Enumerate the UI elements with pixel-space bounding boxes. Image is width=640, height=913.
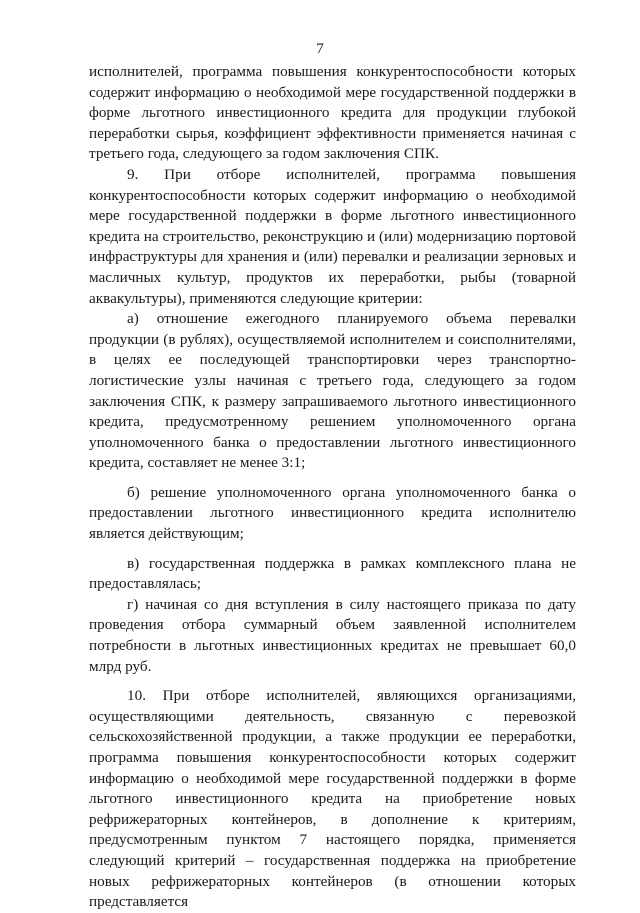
paragraph-item-9-g: г) начиная со дня вступления в силу настоящего приказа по дату проведения отбора суммарный объем заявленной исполнителем потребности в льготных инвестиционных кредитах не превышает 60,0 млрд руб. bbox=[89, 595, 576, 675]
document-body bbox=[89, 62, 576, 913]
paragraph-item-9-b: б) решение уполномоченного органа уполномоченного банка о предоставлении льготного инвестиционного кредита исполнителю является действующим; bbox=[89, 483, 576, 543]
paragraph-item-9: 9. При отборе исполнителей, программа повышения конкурентоспособности которых содержит информацию о необходимой мере государственной поддержки в форме льготного инвестиционного кредита на строительство, реконструкцию и (или) модернизацию портовой инфраструктуры для хранения и (или) перевалки и реализации зерновых и масличных культур, продуктов их переработки, рыбы (товарной аквакультуры), применяются следующие критерии: bbox=[89, 165, 576, 307]
paragraph-continuation: исполнителей, программа повышения конкурентоспособности которых содержит информацию о необходимой мере государственной поддержки в форме льготного инвестиционного кредита для продукции глубокой переработки сырья, коэффициент эффективности применяется начиная с третьего года, следующего за годом заключения СПК. bbox=[89, 63, 576, 163]
paragraph-item-9-v: в) государственная поддержка в рамках комплексного плана не предоставлялась; bbox=[89, 554, 576, 593]
page-number: 7 bbox=[316, 41, 324, 57]
paragraph-item-10: 10. При отборе исполнителей, являющихся организациями, осуществляющими деятельность, связанную с перевозкой сельскохозяйственной продукции, а также продукции ее переработки, программа повышения конкурентоспособности которых содержит информацию о необходимой мере государственной поддержки в форме льготного инвестиционного кредита на приобретение новых рефрижераторных контейнеров, в дополнение к критериям, предусмотренным пунктом 7 настоящего порядка, применяется следующий критерий – государственная поддержка на приобретение новых рефрижераторных контейнеров (в отношении которых представляется bbox=[89, 687, 576, 911]
paragraph-item-9-a: а) отношение ежегодного планируемого объема перевалки продукции (в рублях), осуществляемой исполнителем и соисполнителями, в целях ее последующей транспортировки через транспортно-логистические узлы начиная с третьего года, следующего за годом заключения СПК, к размеру запрашиваемого льготного инвестиционного кредита, предусмотренному решением уполномоченного органа уполномоченного банка о предоставлении льготного инвестиционного кредита, составляет не менее 3:1; bbox=[89, 310, 576, 472]
